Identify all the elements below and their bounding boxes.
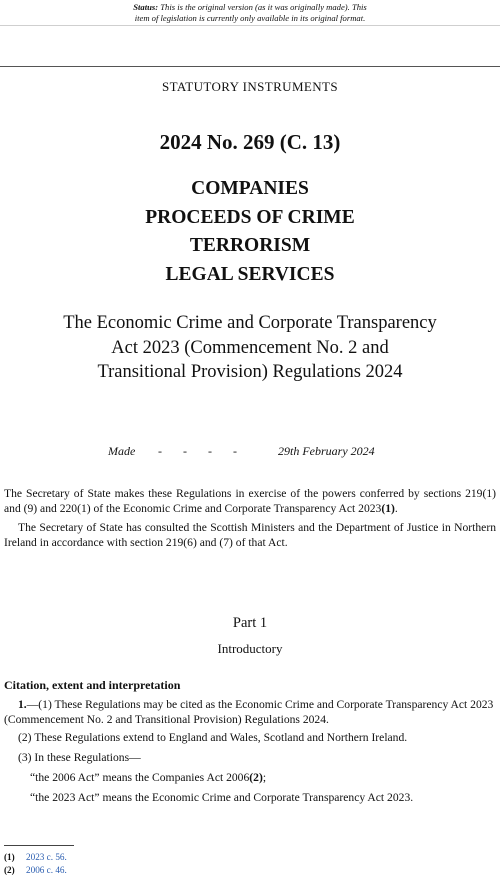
preamble-paragraph-2: The Secretary of State has consulted the Scottish Ministers and the Department of Justice in Northern Ireland in accordance with section 219(6) and (7) of that Act. <box>4 521 496 549</box>
status-label: Status: <box>133 2 159 12</box>
definition-2006-act <box>30 770 496 785</box>
status-text-2: item of legislation is currently only available in its original format. <box>134 13 366 23</box>
preamble-end: . <box>394 502 398 515</box>
title-line: The Economic Crime and Corporate Transparency <box>63 313 437 333</box>
preamble-paragraph-1 <box>4 486 496 516</box>
definition-end: ; <box>262 771 267 784</box>
made-date: 29th February 2024 <box>278 444 375 458</box>
footnote-rule <box>4 845 74 846</box>
footnote-2 <box>4 865 67 876</box>
part-subtitle: Introductory <box>217 641 283 656</box>
footnote-link[interactable]: 2023 c. 56. <box>26 852 67 862</box>
subject-headings <box>0 175 500 289</box>
definition-2023-act: “the 2023 Act” means the Economic Crime and Corporate Transparency Act 2023. <box>30 791 414 804</box>
section-heading: Citation, extent and interpretation <box>4 678 181 692</box>
status-text-1: This is the original version (as it was originally made). This <box>160 2 367 12</box>
regulation-1-2: (2) These Regulations extend to England and Wales, Scotland and Northern Ireland. <box>18 731 408 744</box>
preamble-text: The Secretary of State makes these Regulations in exercise of the powers conferred by sections 219(1) and (9) and 220(1) of the Economic Crime and Corporate Transparency Act 2023 <box>4 487 496 515</box>
footnote-ref-1[interactable]: (1) <box>381 502 395 515</box>
made-label: Made <box>108 444 136 458</box>
part-title: Part 1 <box>232 615 268 631</box>
si-number: 2024 No. 269 (C. 13) <box>159 130 341 154</box>
series-heading: STATUTORY INSTRUMENTS <box>161 79 339 94</box>
definition-text: “the 2006 Act” means the Companies Act 2006 <box>30 771 250 784</box>
footnote-link[interactable]: 2006 c. 46. <box>26 865 67 875</box>
footnote-number: (1) <box>4 852 15 862</box>
status-banner <box>0 0 500 26</box>
subject-heading: PROCEEDS OF CRIME <box>145 206 355 228</box>
made-dashes: - - - - <box>158 444 246 458</box>
regulation-number: 1. <box>18 698 27 711</box>
status-line-1 <box>0 2 500 13</box>
footnote-number: (2) <box>4 865 15 875</box>
subject-heading: TERRORISM <box>189 235 311 256</box>
subject-heading: LEGAL SERVICES <box>165 263 335 285</box>
document-title <box>0 311 500 385</box>
top-rule <box>0 66 500 67</box>
regulation-1-3: (3) In these Regulations— <box>18 751 141 764</box>
footnote-ref-2[interactable]: (2) <box>249 771 263 784</box>
regulation-1-1 <box>4 697 496 727</box>
title-line: Transitional Provision) Regulations 2024 <box>97 362 403 382</box>
footnote-1 <box>4 852 67 863</box>
regulation-text: —(1) These Regulations may be cited as the Economic Crime and Corporate Transparency Act 2023 (Commencement No. 2 and Transitional Provision) Regulations 2024. <box>4 698 494 726</box>
title-line: Act 2023 (Commencement No. 2 and <box>111 337 389 358</box>
subject-heading: COMPANIES <box>191 178 309 199</box>
